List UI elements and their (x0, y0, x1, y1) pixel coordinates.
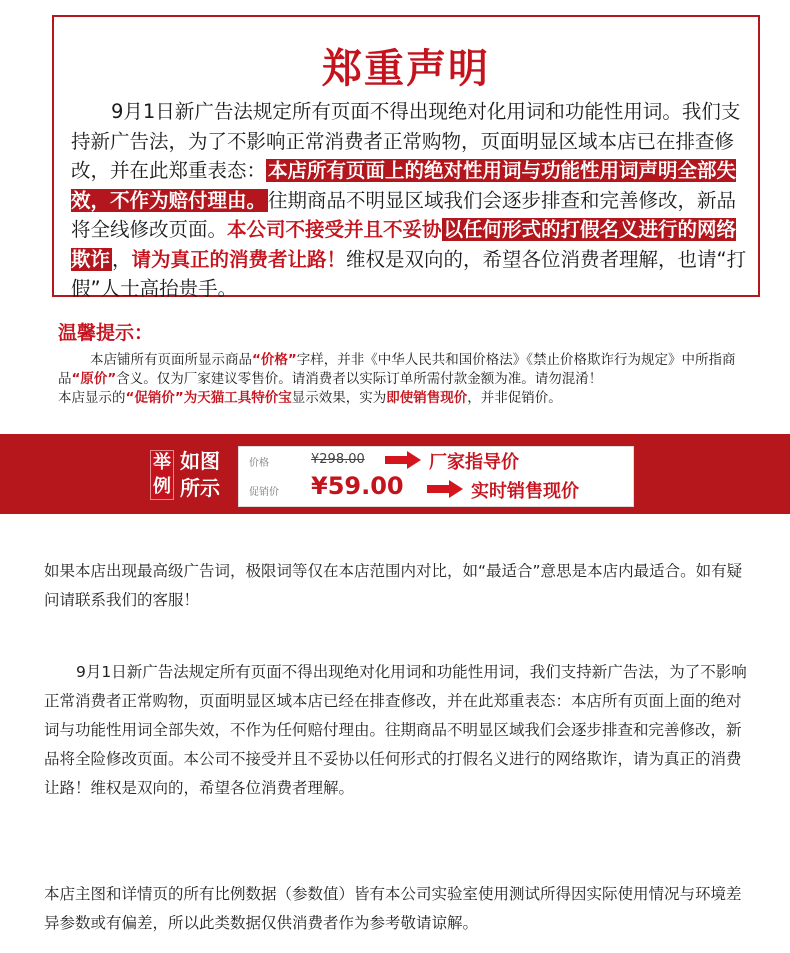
warm-tip-line-1 (58, 351, 748, 389)
disclaimer-text-2: 往期商品不明显区域我们会逐步排查和完善修改，新品将全线修改页面。 (71, 188, 737, 241)
promo-price: ¥59.00 (311, 472, 404, 500)
warm-tip (58, 318, 748, 408)
tip-text: 字样，并非《中华人民共和国价格法》《禁止价格欺诈行为规定》中所指商品 (58, 352, 736, 387)
tip-text: 本店铺所有页面所显示商品 (90, 352, 252, 368)
warm-tip-title: 温馨提示： (58, 322, 154, 344)
price-label: 价格 (249, 458, 269, 469)
original-price: ¥298.00 (311, 452, 365, 467)
tip-red-text: “价格” (252, 352, 297, 368)
disclaimer-text-4: 维权是双向的，希望各位消费者理解，也请“打假”人士高抬贵手。 (71, 247, 747, 300)
example-caption-line-2: 所示 (180, 476, 220, 500)
tip-text: ，并非促销价。 (467, 390, 562, 406)
warm-tip-line-2 (58, 389, 748, 408)
paragraph-data-disclaimer: 本店主图和详情页的所有比例数据（参数值）皆有本公司实验室使用测试所得因实际使用情况与环境差异参数或有偏差，所以此类数据仅供消费者作为参考敬请谅解。 (44, 885, 742, 932)
tip-text: 本店显示的 (58, 390, 126, 406)
paragraph-superlatives: 如果本店出现最高级广告词，极限词等仅在本店范围内对比，如“最适合”意思是本店内最适合。如有疑问请联系我们的客服！ (44, 562, 743, 609)
disclaimer-title: 郑重声明 (322, 46, 490, 92)
warm-tip-body (58, 351, 748, 408)
disclaimer-red-1: 本公司不接受并且不妥协 (227, 218, 442, 241)
paragraph-ad-law-text: 9月1日新广告法规定所有页面不得出现绝对化用词和功能性用词，我们支持新广告法，为了不影响正常消费者正常购物，页面明显区域本店已经在排查修改，并在此郑重表态：本店所有页面上面的绝对词与功能性用词全部失效，不作为任何赔付理由。往期商品不明显区域我们会逐步排查和完善修改，新品将全险修改页面。本公司不接受并且不妥协以任何形式的打假名义进行的网络欺诈，请为真正的消费让路！维权是双向的，希望各位消费者理解。 (44, 663, 747, 797)
tip-red-text: “促销价”为天猫工具特价宝 (125, 390, 292, 406)
disclaimer-highlight-2: 以任何形式的打假名义进行的网络欺诈 (71, 218, 737, 271)
tip-red-text: “原价” (71, 371, 117, 387)
disclaimer-highlight-1: 本店所有页面上的绝对性用词与功能性用词声明全部失效，不作为赔付理由。 (71, 159, 737, 212)
tip-text: 显示效果，实为 (291, 390, 387, 406)
example-label: 举例 (150, 450, 174, 500)
guide-price-tag: 厂家指导价 (429, 452, 519, 473)
current-price-tag: 实时销售现价 (471, 481, 579, 502)
disclaimer-red-2: 请为真正的消费者让路！ (131, 247, 347, 271)
disclaimer-text-1: 9月1日新广告法规定所有页面不得出现绝对化用词和功能性用词。我们支持新广告法，为了不影响正常消费者正常购物，页面明显区域本店已在排查修改，并在此郑重表态： (71, 100, 741, 182)
price-example-card (238, 446, 634, 507)
disclaimer-body (71, 97, 749, 304)
arrow-right-icon (385, 451, 423, 469)
promo-price-label: 促销价 (249, 487, 279, 498)
tip-text: 含义。仅为厂家建议零售价。请消费者以实际订单所需付款金额为准。请勿混淆！ (116, 371, 603, 387)
disclaimer-box (52, 15, 760, 300)
paragraph-ad-law (44, 658, 756, 803)
tip-red-text: 即使销售现价 (386, 390, 468, 406)
example-caption-line-1: 如图 (180, 449, 220, 473)
example-caption (180, 448, 220, 502)
disclaimer-text-3: ， (112, 247, 132, 271)
arrow-right-icon (427, 480, 465, 498)
